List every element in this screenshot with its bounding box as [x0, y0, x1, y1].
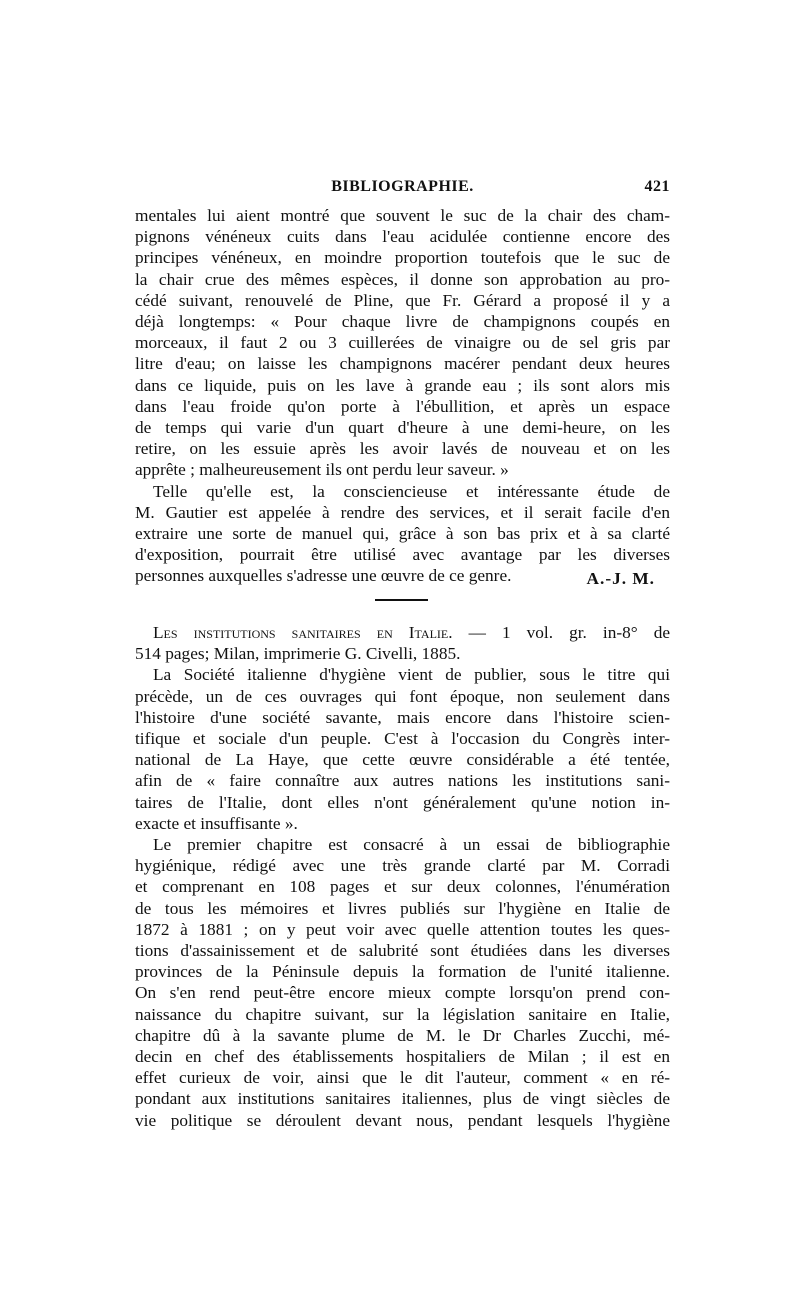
text-line: chapitre dû à la savante plume de M. le Dr Charles Zucchi, mé-	[135, 1025, 670, 1045]
text-line: dans ce liquide, puis on les lave à grande eau ; ils sont alors mis	[135, 375, 670, 395]
text-line: vie politique se déroulent devant nous, pendant lesquels l'hygiène	[135, 1110, 670, 1130]
text-line: la chair crue des mêmes espèces, il donne son approbation au pro-	[135, 269, 670, 289]
text-line: La Société italienne d'hygiène vient de publier, sous le titre qui	[153, 665, 670, 685]
text-line: personnes auxquelles s'adresse une œuvre de ce genre.	[135, 566, 512, 586]
text-line: extraire une sorte de manuel qui, grâce à son bas prix et à sa clarté	[135, 524, 670, 544]
text-line: d'exposition, pourrait être utilisé avec avantage par les diverses	[135, 545, 670, 565]
text-line: Le premier chapitre est consacré à un essai de bibliographie	[153, 835, 670, 855]
review-2-heading-title: Les institutions sanitaires en Italie.	[153, 623, 453, 642]
text-line: précède, un de ces ouvrages qui font époque, non seulement dans	[135, 686, 670, 706]
text-line: 1872 à 1881 ; on y peut voir avec quelle attention toutes les ques-	[135, 919, 670, 939]
text-line: tifique et sociale d'un peuple. C'est à l'occasion du Congrès inter-	[135, 729, 670, 749]
text-line: On s'en rend peut-être encore mieux compte lorsqu'on prend con-	[135, 983, 670, 1003]
text-line: retire, on les essuie après les avoir lavés de nouveau et on les	[135, 439, 670, 459]
text-line: mentales lui aient montré que souvent le suc de la chair des cham-	[135, 206, 670, 225]
text-line: tions d'assainissement et de salubrité sont étudiées dans les diverses	[135, 941, 670, 961]
text-line: déjà longtemps: « Pour chaque livre de champignons coupés en	[135, 312, 670, 332]
review-2-heading	[135, 622, 670, 643]
page-number: 421	[644, 178, 670, 195]
page-header	[135, 178, 670, 202]
text-line: taires de l'Italie, dont elles n'ont généralement qu'une notion in-	[135, 792, 670, 812]
text-line: de tous les mémoires et livres publiés sur l'hygiène en Italie de	[135, 898, 670, 918]
running-head: BIBLIOGRAPHIE.	[331, 178, 474, 195]
text-line: l'histoire d'une société savante, mais encore dans l'histoire scien-	[135, 707, 670, 727]
text-line: morceaux, il faut 2 ou 3 cuillerées de vinaigre ou de sel gris par	[135, 333, 670, 353]
review-2-heading-rest: — 1 vol. gr. in-8° de	[452, 623, 670, 642]
text-line: exacte et insuffisante ».	[135, 813, 298, 833]
text-line: et comprenant en 108 pages et sur deux colonnes, l'énumération	[135, 877, 670, 897]
text-line: naissance du chapitre suivant, sur la législation sanitaire en Italie,	[135, 1004, 670, 1024]
text-line: litre d'eau; on laisse les champignons macérer pendant deux heures	[135, 354, 670, 374]
text-line: Telle qu'elle est, la consciencieuse et intéressante étude de	[153, 481, 670, 501]
text-line: de temps qui varie d'un quart d'heure à une demi-heure, on les	[135, 418, 670, 438]
text-line: effet curieux de voir, ainsi que le dit l'auteur, comment « en ré-	[135, 1068, 670, 1088]
section-separator	[375, 599, 428, 601]
review-2-heading-line2: 514 pages; Milan, imprimerie G. Civelli, 1885.	[135, 644, 461, 664]
review-1-signature: A.-J. M.	[586, 569, 655, 588]
text-line: principes vénéneux, en moindre proportion toutefois que le suc de	[135, 248, 670, 268]
text-line: national de La Haye, que cette œuvre considérable a été tentée,	[135, 750, 670, 770]
text-line: pondant aux institutions sanitaires italiennes, plus de vingt siècles de	[135, 1089, 670, 1109]
text-line: decin en chef des établissements hospitaliers de Milan ; il est en	[135, 1047, 670, 1067]
text-line: hygiénique, rédigé avec une très grande clarté par M. Corradi	[135, 856, 670, 876]
text-line: dans l'eau froide qu'on porte à l'ébullition, et après un espace	[135, 396, 670, 416]
text-line: provinces de la Péninsule depuis la formation de l'unité italienne.	[135, 962, 670, 982]
text-line: pignons vénéneux cuits dans l'eau acidulée contienne encore des	[135, 227, 670, 247]
text-line: afin de « faire connaître aux autres nations les institutions sani-	[135, 771, 670, 791]
text-line: cédé suivant, renouvelé de Pline, que Fr. Gérard a proposé il y a	[135, 290, 670, 310]
text-line: M. Gautier est appelée à rendre des services, et il serait facile d'en	[135, 502, 670, 522]
review-2-body	[135, 622, 670, 1131]
review-1-body	[135, 205, 670, 587]
text-line: apprête ; malheureusement ils ont perdu leur saveur. »	[135, 460, 509, 480]
